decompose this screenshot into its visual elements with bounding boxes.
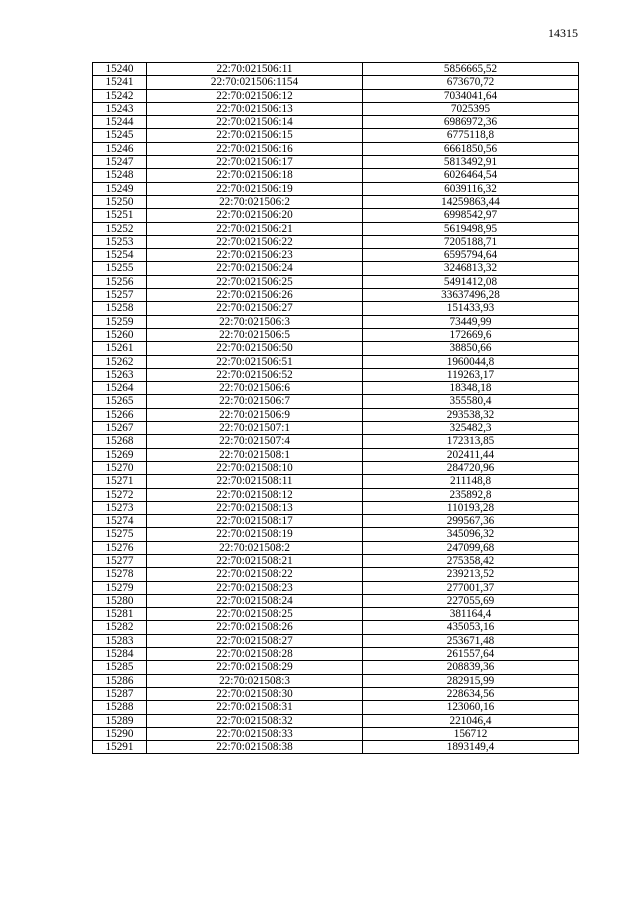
row-number-cell: 15249: [93, 182, 147, 195]
row-number-cell: 15264: [93, 382, 147, 395]
value-cell: 284720,96: [363, 461, 579, 474]
value-cell: 381164,4: [363, 608, 579, 621]
cadastral-number-cell: 22:70:021508:29: [147, 661, 363, 674]
cadastral-number-cell: 22:70:021506:19: [147, 182, 363, 195]
row-number-cell: 15283: [93, 634, 147, 647]
value-cell: 6595794,64: [363, 249, 579, 262]
table-row: [93, 727, 579, 740]
row-number-cell: 15272: [93, 488, 147, 501]
cadastral-number-cell: 22:70:021506:22: [147, 235, 363, 248]
table-row: [93, 289, 579, 302]
cadastral-number-cell: 22:70:021508:25: [147, 608, 363, 621]
table-row: [93, 342, 579, 355]
cadastral-number-cell: 22:70:021508:1: [147, 448, 363, 461]
cadastral-number-cell: 22:70:021508:30: [147, 687, 363, 700]
row-number-cell: 15271: [93, 475, 147, 488]
value-cell: 123060,16: [363, 701, 579, 714]
table-body: [93, 63, 579, 754]
row-number-cell: 15278: [93, 568, 147, 581]
table-row: [93, 501, 579, 514]
row-number-cell: 15247: [93, 156, 147, 169]
table-row: [93, 714, 579, 727]
value-cell: 221046,4: [363, 714, 579, 727]
cadastral-number-cell: 22:70:021508:26: [147, 621, 363, 634]
cadastral-number-cell: 22:70:021506:17: [147, 156, 363, 169]
table-row: [93, 448, 579, 461]
table-row: [93, 648, 579, 661]
value-cell: 18348,18: [363, 382, 579, 395]
table-row: [93, 275, 579, 288]
cadastral-number-cell: 22:70:021506:2: [147, 195, 363, 208]
table-row: [93, 102, 579, 115]
row-number-cell: 15254: [93, 249, 147, 262]
value-cell: 673670,72: [363, 76, 579, 89]
value-cell: 7034041,64: [363, 89, 579, 102]
row-number-cell: 15259: [93, 315, 147, 328]
value-cell: 6998542,97: [363, 209, 579, 222]
row-number-cell: 15275: [93, 528, 147, 541]
value-cell: 7025395: [363, 102, 579, 115]
table-row: [93, 661, 579, 674]
row-number-cell: 15268: [93, 435, 147, 448]
table-row: [93, 408, 579, 421]
table-row: [93, 315, 579, 328]
value-cell: 5813492,91: [363, 156, 579, 169]
cadastral-number-cell: 22:70:021506:26: [147, 289, 363, 302]
row-number-cell: 15243: [93, 102, 147, 115]
cadastral-number-cell: 22:70:021508:31: [147, 701, 363, 714]
value-cell: 208839,36: [363, 661, 579, 674]
row-number-cell: 15255: [93, 262, 147, 275]
value-cell: 6661850,56: [363, 142, 579, 155]
cadastral-number-cell: 22:70:021508:22: [147, 568, 363, 581]
row-number-cell: 15274: [93, 515, 147, 528]
row-number-cell: 15250: [93, 195, 147, 208]
row-number-cell: 15276: [93, 541, 147, 554]
cadastral-number-cell: 22:70:021508:28: [147, 648, 363, 661]
cadastral-number-cell: 22:70:021506:51: [147, 355, 363, 368]
row-number-cell: 15263: [93, 368, 147, 381]
value-cell: 282915,99: [363, 674, 579, 687]
value-cell: 119263,17: [363, 368, 579, 381]
cadastral-number-cell: 22:70:021506:27: [147, 302, 363, 315]
table-row: [93, 554, 579, 567]
row-number-cell: 15251: [93, 209, 147, 222]
value-cell: 1960044,8: [363, 355, 579, 368]
value-cell: 151433,93: [363, 302, 579, 315]
cadastral-number-cell: 22:70:021508:11: [147, 475, 363, 488]
value-cell: 6775118,8: [363, 129, 579, 142]
table-row: [93, 262, 579, 275]
value-cell: 345096,32: [363, 528, 579, 541]
cadastral-number-cell: 22:70:021506:18: [147, 169, 363, 182]
value-cell: 110193,28: [363, 501, 579, 514]
table-row: [93, 382, 579, 395]
value-cell: 211148,8: [363, 475, 579, 488]
value-cell: 228634,56: [363, 687, 579, 700]
cadastral-number-cell: 22:70:021506:50: [147, 342, 363, 355]
table-row: [93, 129, 579, 142]
value-cell: 156712: [363, 727, 579, 740]
row-number-cell: 15284: [93, 648, 147, 661]
row-number-cell: 15269: [93, 448, 147, 461]
cadastral-number-cell: 22:70:021508:24: [147, 594, 363, 607]
row-number-cell: 15282: [93, 621, 147, 634]
value-cell: 14259863,44: [363, 195, 579, 208]
row-number-cell: 15253: [93, 235, 147, 248]
row-number-cell: 15289: [93, 714, 147, 727]
table-row: [93, 235, 579, 248]
table-row: [93, 741, 579, 754]
cadastral-number-cell: 22:70:021508:12: [147, 488, 363, 501]
cadastral-number-cell: 22:70:021506:16: [147, 142, 363, 155]
table-row: [93, 368, 579, 381]
value-cell: 1893149,4: [363, 741, 579, 754]
row-number-cell: 15248: [93, 169, 147, 182]
row-number-cell: 15241: [93, 76, 147, 89]
table-row: [93, 89, 579, 102]
value-cell: 355580,4: [363, 395, 579, 408]
table-row: [93, 76, 579, 89]
table-row: [93, 328, 579, 341]
value-cell: 6039116,32: [363, 182, 579, 195]
row-number-cell: 15288: [93, 701, 147, 714]
row-number-cell: 15261: [93, 342, 147, 355]
cadastral-number-cell: 22:70:021506:3: [147, 315, 363, 328]
row-number-cell: 15290: [93, 727, 147, 740]
cadastral-number-cell: 22:70:021506:1154: [147, 76, 363, 89]
value-cell: 299567,36: [363, 515, 579, 528]
cadastral-number-cell: 22:70:021506:11: [147, 63, 363, 76]
value-cell: 5856665,52: [363, 63, 579, 76]
cadastral-number-cell: 22:70:021508:23: [147, 581, 363, 594]
table-row: [93, 355, 579, 368]
table-row: [93, 156, 579, 169]
value-cell: 227055,69: [363, 594, 579, 607]
table-row: [93, 63, 579, 76]
cadastral-value-table: [92, 62, 579, 754]
value-cell: 172669,6: [363, 328, 579, 341]
table-row: [93, 701, 579, 714]
cadastral-number-cell: 22:70:021506:24: [147, 262, 363, 275]
cadastral-number-cell: 22:70:021508:19: [147, 528, 363, 541]
table-row: [93, 687, 579, 700]
cadastral-number-cell: 22:70:021507:4: [147, 435, 363, 448]
table-row: [93, 581, 579, 594]
value-cell: 435053,16: [363, 621, 579, 634]
row-number-cell: 15281: [93, 608, 147, 621]
cadastral-number-cell: 22:70:021508:13: [147, 501, 363, 514]
table-row: [93, 422, 579, 435]
cadastral-number-cell: 22:70:021506:6: [147, 382, 363, 395]
cadastral-number-cell: 22:70:021506:20: [147, 209, 363, 222]
table-row: [93, 674, 579, 687]
table-row: [93, 249, 579, 262]
value-cell: 38850,66: [363, 342, 579, 355]
table-row: [93, 594, 579, 607]
row-number-cell: 15257: [93, 289, 147, 302]
table-row: [93, 209, 579, 222]
table-row: [93, 541, 579, 554]
table-row: [93, 621, 579, 634]
table-row: [93, 435, 579, 448]
value-cell: 293538,32: [363, 408, 579, 421]
value-cell: 33637496,28: [363, 289, 579, 302]
value-cell: 3246813,32: [363, 262, 579, 275]
value-cell: 253671,48: [363, 634, 579, 647]
cadastral-number-cell: 22:70:021507:1: [147, 422, 363, 435]
cadastral-number-cell: 22:70:021508:21: [147, 554, 363, 567]
value-cell: 247099,68: [363, 541, 579, 554]
table-row: [93, 461, 579, 474]
row-number-cell: 15279: [93, 581, 147, 594]
row-number-cell: 15262: [93, 355, 147, 368]
table-row: [93, 568, 579, 581]
value-cell: 239213,52: [363, 568, 579, 581]
row-number-cell: 15256: [93, 275, 147, 288]
cadastral-number-cell: 22:70:021508:17: [147, 515, 363, 528]
table-row: [93, 182, 579, 195]
row-number-cell: 15266: [93, 408, 147, 421]
value-cell: 261557,64: [363, 648, 579, 661]
cadastral-number-cell: 22:70:021508:33: [147, 727, 363, 740]
value-cell: 202411,44: [363, 448, 579, 461]
row-number-cell: 15245: [93, 129, 147, 142]
table-row: [93, 195, 579, 208]
value-cell: 73449,99: [363, 315, 579, 328]
table-row: [93, 169, 579, 182]
cadastral-number-cell: 22:70:021508:27: [147, 634, 363, 647]
cadastral-number-cell: 22:70:021508:2: [147, 541, 363, 554]
value-cell: 275358,42: [363, 554, 579, 567]
row-number-cell: 15267: [93, 422, 147, 435]
table-row: [93, 395, 579, 408]
row-number-cell: 15273: [93, 501, 147, 514]
cadastral-number-cell: 22:70:021506:25: [147, 275, 363, 288]
cadastral-number-cell: 22:70:021508:10: [147, 461, 363, 474]
cadastral-number-cell: 22:70:021508:32: [147, 714, 363, 727]
row-number-cell: 15244: [93, 116, 147, 129]
cadastral-number-cell: 22:70:021506:9: [147, 408, 363, 421]
value-cell: 7205188,71: [363, 235, 579, 248]
value-cell: 172313,85: [363, 435, 579, 448]
table-row: [93, 475, 579, 488]
cadastral-number-cell: 22:70:021506:23: [147, 249, 363, 262]
table-row: [93, 608, 579, 621]
cadastral-number-cell: 22:70:021506:14: [147, 116, 363, 129]
row-number-cell: 15242: [93, 89, 147, 102]
table-row: [93, 142, 579, 155]
row-number-cell: 15287: [93, 687, 147, 700]
table-row: [93, 488, 579, 501]
cadastral-number-cell: 22:70:021506:21: [147, 222, 363, 235]
row-number-cell: 15286: [93, 674, 147, 687]
row-number-cell: 15280: [93, 594, 147, 607]
cadastral-number-cell: 22:70:021508:38: [147, 741, 363, 754]
page-number: 14315: [548, 26, 578, 40]
row-number-cell: 15246: [93, 142, 147, 155]
row-number-cell: 15277: [93, 554, 147, 567]
row-number-cell: 15260: [93, 328, 147, 341]
value-cell: 325482,3: [363, 422, 579, 435]
value-cell: 5491412,08: [363, 275, 579, 288]
table-row: [93, 515, 579, 528]
table-row: [93, 222, 579, 235]
value-cell: 5619498,95: [363, 222, 579, 235]
row-number-cell: 15265: [93, 395, 147, 408]
value-cell: 6986972,36: [363, 116, 579, 129]
row-number-cell: 15285: [93, 661, 147, 674]
cadastral-number-cell: 22:70:021508:3: [147, 674, 363, 687]
value-cell: 6026464,54: [363, 169, 579, 182]
table-row: [93, 302, 579, 315]
row-number-cell: 15240: [93, 63, 147, 76]
table-row: [93, 528, 579, 541]
row-number-cell: 15270: [93, 461, 147, 474]
row-number-cell: 15258: [93, 302, 147, 315]
table-row: [93, 116, 579, 129]
cadastral-number-cell: 22:70:021506:7: [147, 395, 363, 408]
value-cell: 277001,37: [363, 581, 579, 594]
cadastral-number-cell: 22:70:021506:15: [147, 129, 363, 142]
row-number-cell: 15291: [93, 741, 147, 754]
cadastral-number-cell: 22:70:021506:52: [147, 368, 363, 381]
cadastral-number-cell: 22:70:021506:5: [147, 328, 363, 341]
row-number-cell: 15252: [93, 222, 147, 235]
value-cell: 235892,8: [363, 488, 579, 501]
cadastral-number-cell: 22:70:021506:12: [147, 89, 363, 102]
cadastral-number-cell: 22:70:021506:13: [147, 102, 363, 115]
table-row: [93, 634, 579, 647]
